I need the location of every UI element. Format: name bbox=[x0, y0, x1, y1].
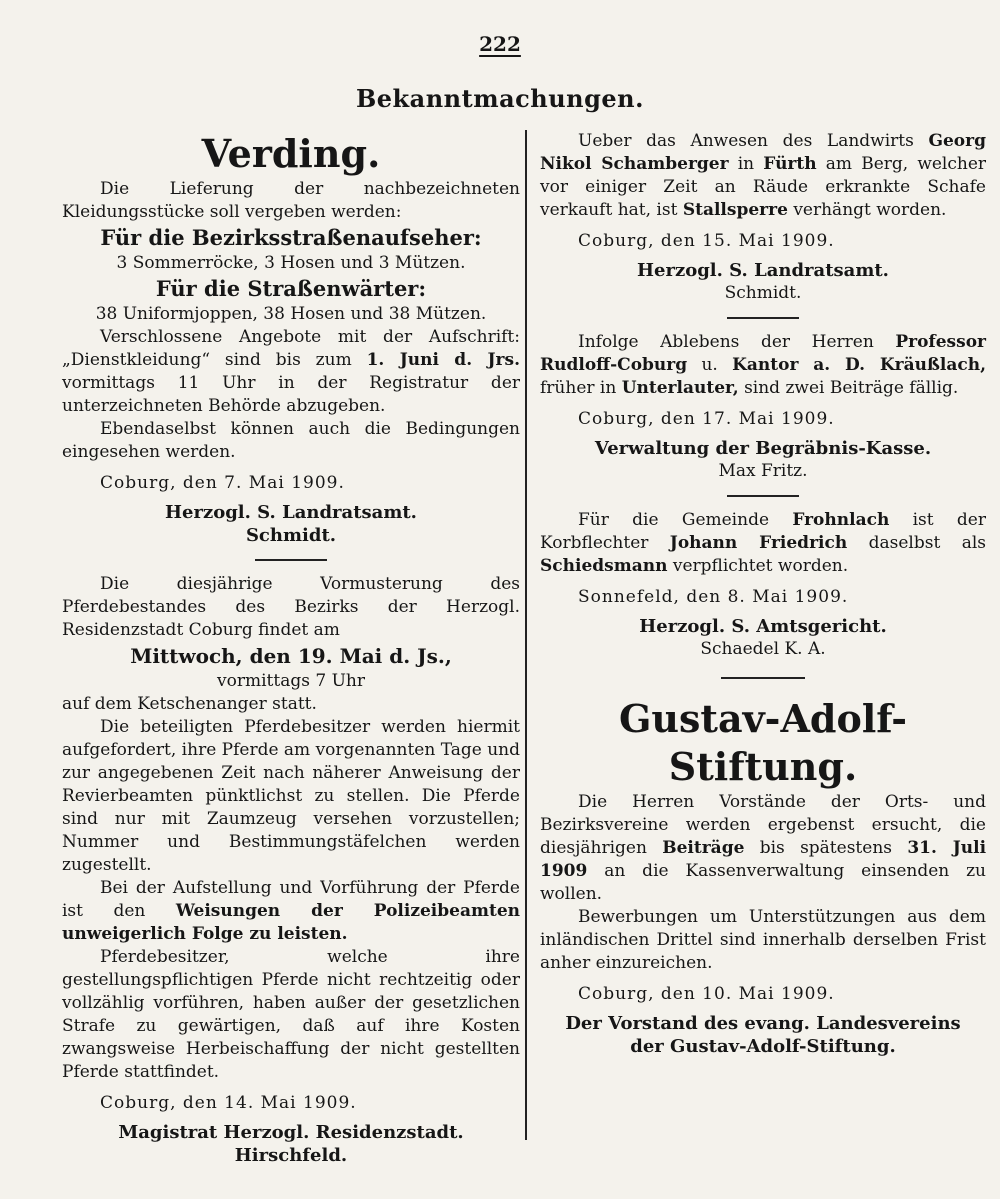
section-title: Bekanntmachungen. bbox=[356, 84, 644, 113]
notice-verding bbox=[62, 130, 520, 561]
group2-items: 38 Uniformjoppen, 38 Hosen und 38 Mützen. bbox=[95, 304, 487, 324]
bold-term: Beiträge bbox=[662, 838, 745, 858]
schiedsmann-date: Sonnefeld, den 8. Mai 1909. bbox=[578, 587, 849, 607]
verding-title: Verding. bbox=[201, 131, 381, 176]
musterung-signature: Magistrat Herzogl. Residenzstadt. bbox=[118, 1122, 464, 1143]
text-span: sind zwei Beiträge fällig. bbox=[744, 378, 959, 398]
notice-stallsperre bbox=[540, 130, 986, 319]
schiedsmann-signature: Herzogl. S. Amtsgericht. bbox=[639, 616, 887, 637]
column-divider bbox=[525, 130, 527, 1140]
notice-musterung bbox=[62, 573, 520, 1167]
text-span: an die Kassenverwaltung einsenden zu wollen. bbox=[540, 861, 987, 904]
offer-text-2: vormittags 11 Uhr in der Registratur der unterzeichneten Behörde abzugeben. bbox=[62, 373, 520, 416]
text-span: bis spätestens bbox=[759, 838, 892, 858]
text-span: ist der Korbflechter bbox=[540, 510, 986, 553]
verding-intro: Die Lieferung der nachbezeichneten Kleidungsstücke soll vergeben werden: bbox=[62, 179, 520, 222]
musterung-place: auf dem Ketschenanger statt. bbox=[62, 694, 317, 714]
group2-head: Für die Straßenwärter: bbox=[155, 276, 427, 301]
bold-name: Kantor a. D. Kräußlach, bbox=[732, 355, 987, 375]
bold-place: Unterlauter, bbox=[621, 378, 739, 398]
offer-text-1: Verschlossene Angebote mit der Aufschrift: „Dienstkleidung“ sind bis zum bbox=[62, 327, 520, 370]
begraebnis-signature: Verwaltung der Begräbnis-Kasse. bbox=[594, 438, 932, 459]
text-span: früher in bbox=[540, 378, 617, 398]
begraebnis-signer: Max Fritz. bbox=[718, 461, 808, 481]
bold-name: Johann Friedrich bbox=[669, 533, 848, 553]
text-span: Die Herren Vorstände der Orts- und Bezirksvereine werden ergebenst ersucht, die diesjährigen bbox=[540, 792, 986, 858]
verding-conditions: Ebendaselbst können auch die Bedingungen eingesehen werden. bbox=[62, 419, 520, 462]
page-number: 222 bbox=[479, 32, 521, 56]
stiftung-para2: Bewerbungen um Unterstützungen aus dem inländischen Drittel sind innerhalb derselben Frist anher einzureichen. bbox=[540, 907, 986, 973]
verding-offer bbox=[62, 326, 520, 418]
stallsperre-text bbox=[540, 130, 986, 222]
text-span: verpflichtet worden. bbox=[672, 556, 849, 576]
stiftung-signature-1: Der Vorstand des evang. Landesvereins bbox=[565, 1013, 961, 1034]
para2-bold: Weisungen der Polizeibeamten unweigerlich Folge zu leisten. bbox=[62, 901, 520, 944]
stiftung-text bbox=[540, 791, 986, 906]
begraebnis-text bbox=[540, 331, 986, 400]
verding-date: Coburg, den 7. Mai 1909. bbox=[100, 473, 345, 493]
separator-rule bbox=[721, 677, 805, 679]
stiftung-title: Gustav-Adolf-Stiftung. bbox=[618, 696, 908, 789]
stallsperre-signature: Herzogl. S. Landratsamt. bbox=[637, 260, 889, 281]
musterung-para3: Pferdebesitzer, welche ihre gestellungspflichtigen Pferde nicht rechtzeitig oder vollzählig vorführen, haben außer der gesetzlichen Strafe zu gewärtigen, daß auf ihre Kosten zwangsweise Herbeischaffung der nicht gestellten Pferde stattfindet. bbox=[62, 947, 520, 1082]
text-span: in bbox=[737, 154, 755, 174]
notice-stiftung bbox=[540, 695, 986, 1058]
separator-rule bbox=[255, 559, 327, 561]
schiedsmann-signer: Schaedel K. A. bbox=[700, 639, 826, 659]
bold-term: Stallsperre bbox=[682, 200, 788, 220]
musterung-event-time: vormittags 7 Uhr bbox=[217, 671, 365, 691]
notice-schiedsmann bbox=[540, 509, 986, 679]
musterung-event-date: Mittwoch, den 19. Mai d. Js., bbox=[130, 644, 452, 668]
text-span: Infolge Ablebens der Herren bbox=[578, 332, 874, 352]
notice-begraebnis bbox=[540, 331, 986, 497]
schiedsmann-text bbox=[540, 509, 986, 578]
right-column bbox=[540, 130, 986, 1058]
stallsperre-date: Coburg, den 15. Mai 1909. bbox=[578, 231, 835, 251]
text-span: am Berg, welcher vor einiger Zeit an Räude erkrankte Schafe verkauft hat, ist bbox=[540, 154, 987, 220]
text-span: daselbst als bbox=[868, 533, 986, 553]
bold-name: Professor Rudloff-Coburg bbox=[540, 332, 986, 375]
separator-rule bbox=[727, 317, 799, 319]
text-span: u. bbox=[701, 355, 718, 375]
left-column bbox=[62, 130, 520, 1167]
text-span: Ueber das Anwesen des Landwirts bbox=[578, 131, 914, 151]
verding-signature: Herzogl. S. Landratsamt. bbox=[165, 502, 417, 523]
bold-place: Fürth bbox=[763, 154, 817, 174]
bold-name: Georg Nikol Schamberger bbox=[540, 131, 986, 174]
offer-date: 1. Juni d. Jrs. bbox=[366, 350, 520, 370]
musterung-signer: Hirschfeld. bbox=[234, 1145, 348, 1166]
stiftung-signature-2: der Gustav-Adolf-Stiftung. bbox=[630, 1036, 896, 1057]
musterung-intro: Die diesjährige Vormusterung des Pferdebestandes des Bezirks der Herzogl. Residenzstadt Coburg findet am bbox=[62, 574, 520, 640]
para2-text: Bei der Aufstellung und Vorführung der Pferde ist den bbox=[62, 878, 520, 921]
stiftung-date: Coburg, den 10. Mai 1909. bbox=[578, 984, 835, 1004]
group1-items: 3 Sommerröcke, 3 Hosen und 3 Mützen. bbox=[116, 253, 466, 273]
bold-date: 31. Juli 1909 bbox=[540, 838, 987, 881]
separator-rule bbox=[727, 495, 799, 497]
begraebnis-date: Coburg, den 17. Mai 1909. bbox=[578, 409, 835, 429]
bold-term: Schiedsmann bbox=[540, 556, 668, 576]
musterung-para2 bbox=[62, 877, 520, 946]
bold-place: Frohnlach bbox=[792, 510, 890, 530]
group1-head: Für die Bezirksstraßenaufseher: bbox=[100, 225, 482, 250]
musterung-para1: Die beteiligten Pferdebesitzer werden hiermit aufgefordert, ihre Pferde am vorgenannten Tage und zur angegebenen Zeit nach näherer Anweisung der Revierbeamten pünktlichst zu stellen. Die Pferde sind nur mit Zaumzeug versehen vorzustellen; Nummer und Bestimmungstäfelchen werden zugestellt. bbox=[62, 717, 520, 875]
text-span: verhängt worden. bbox=[793, 200, 947, 220]
musterung-date: Coburg, den 14. Mai 1909. bbox=[100, 1093, 357, 1113]
stallsperre-signer: Schmidt. bbox=[724, 283, 802, 303]
verding-signer: Schmidt. bbox=[245, 525, 337, 546]
text-span: Für die Gemeinde bbox=[578, 510, 770, 530]
